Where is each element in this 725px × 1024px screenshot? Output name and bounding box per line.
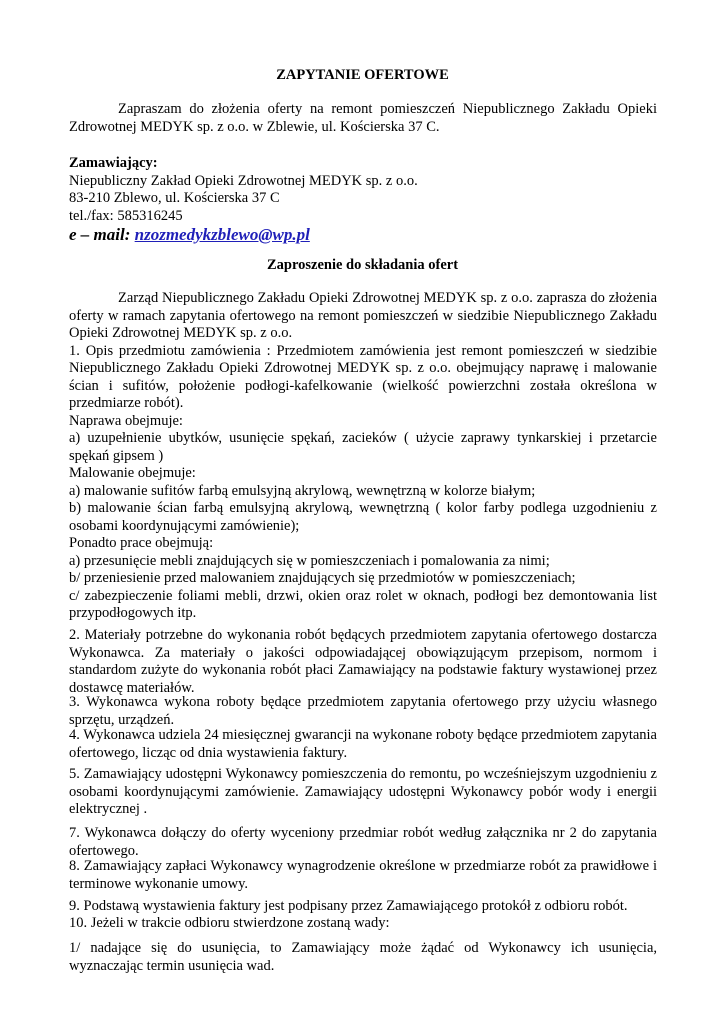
email-link[interactable]: nzozmedykzblewo@wp.pl bbox=[134, 225, 310, 244]
painting-item-b: b) malowanie ścian farbą emulsyjną akrylową, wewnętrzną ( kolor farby podlega uzgodnieniu z osobami koordynującymi zamówienie); bbox=[69, 500, 657, 534]
document-title: ZAPYTANIE OFERTOWE bbox=[276, 67, 449, 83]
invitation-paragraph: Zarząd Niepublicznego Zakładu Opieki Zdrowotnej MEDYK sp. z o.o. zaprasza do złożenia oferty w ramach zapytania ofertowego na remont pomieszczeń w siedzibie Niepublicznego Zakładu Opieki Zdrowotnej MEDYK sp. z o.o. bbox=[69, 290, 657, 341]
painting-item-a: a) malowanie sufitów farbą emulsyjną akrylową, wewnętrzną w kolorze białym; bbox=[69, 482, 536, 499]
point-9: 9. Podstawą wystawienia faktury jest podpisany przez Zamawiającego protokół z odbioru robót. bbox=[69, 898, 628, 914]
orderer-address: 83-210 Zblewo, ul. Kościerska 37 C bbox=[69, 190, 280, 206]
extra-label: Ponadto prace obejmują: bbox=[69, 535, 214, 551]
orderer-label: Zamawiający: bbox=[69, 155, 158, 171]
extra-item-b: b/ przeniesienie przed malowaniem znajdujących się przedmiotów w pomieszczeniach; bbox=[69, 570, 576, 586]
body-section-1 bbox=[69, 290, 657, 623]
repair-label: Naprawa obejmuje: bbox=[69, 412, 183, 429]
section-subtitle: Zaproszenie do składania ofert bbox=[266, 257, 459, 273]
point-2: 2. Materiały potrzebne do wykonania robót będących przedmiotem zapytania ofertowego dostarcza Wykonawca. Za materiały o jakości odpowiadającej obowiązującym przepisom, normom i standardom zużyte do wykonania robót płaci Zamawiający na podstawie faktury wystawionej przez dostawcę materiałów. bbox=[69, 627, 657, 696]
orderer-block bbox=[69, 155, 657, 245]
extra-item-c: c/ zabezpieczenie foliami mebli, drzwi, okien oraz rolet w oknach, podłogi bez demontowania list przypodłogowych itp. bbox=[69, 587, 657, 621]
painting-label: Malowanie obejmuje: bbox=[69, 465, 196, 481]
intro-paragraph: Zapraszam do złożenia oferty na remont pomieszczeń Niepublicznego Zakładu Opieki Zdrowotnej MEDYK sp. z o.o. w Zblewie, ul. Kościerska 37 C. bbox=[69, 101, 657, 135]
point-4: 4. Wykonawca udziela 24 miesięcznej gwarancji na wykonane roboty będące przedmiotem zapytania ofertowego, licząc od dnia wystawienia faktury. bbox=[69, 727, 657, 761]
point-7: 7. Wykonawca dołączy do oferty wyceniony przedmiar robót według załącznika nr 2 do zapytania ofertowego. bbox=[69, 825, 657, 859]
extra-item-a: a) przesunięcie mebli znajdujących się w pomieszczeniach i pomalowania za nimi; bbox=[69, 552, 550, 569]
orderer-name: Niepubliczny Zakład Opieki Zdrowotnej MEDYK sp. z o.o. bbox=[69, 172, 418, 189]
point-3: 3. Wykonawca wykona roboty będące przedmiotem zapytania ofertowego przy użyciu własnego sprzętu, urządzeń. bbox=[69, 694, 657, 728]
point-5: 5. Zamawiający udostępni Wykonawcy pomieszczenia do remontu, po wcześniejszym uzgodnieniu z osobami koordynującymi zamówienie. Zamawiający udostępni Wykonawcy pobór wody i energii elektrycznej . bbox=[69, 766, 657, 817]
email-label: e – mail: bbox=[69, 225, 135, 244]
repair-item-a: a) uzupełnienie ubytków, usunięcie spękań, zacieków ( użycie zaprawy tynkarskiej i przetarcie spękań gipsem ) bbox=[69, 430, 657, 464]
point-1: 1. Opis przedmiotu zamówienia : Przedmiotem zamówienia jest remont pomieszczeń w siedzibie Niepublicznego Zakładu Opieki Zdrowotnej MEDYK sp. z o.o. obejmujący naprawę i malowanie ścian i sufitów, położenie podłogi-kafelkowanie (wielkość powierzchni została określona w przedmiarze robót). bbox=[69, 342, 657, 411]
point-8: 8. Zamawiający zapłaci Wykonawcy wynagrodzenie określone w przedmiarze robót za prawidłowe i terminowe wykonanie umowy. bbox=[69, 858, 657, 892]
point-10-item-1: 1/ nadające się do usunięcia, to Zamawiający może żądać od Wykonawcy ich usunięcia, wyznaczając termin usunięcia wad. bbox=[69, 940, 657, 974]
orderer-phone: tel./fax: 585316245 bbox=[69, 207, 183, 224]
orderer-email-line bbox=[69, 225, 657, 245]
point-10: 10. Jeżeli w trakcie odbioru stwierdzone zostaną wady: bbox=[69, 915, 390, 931]
